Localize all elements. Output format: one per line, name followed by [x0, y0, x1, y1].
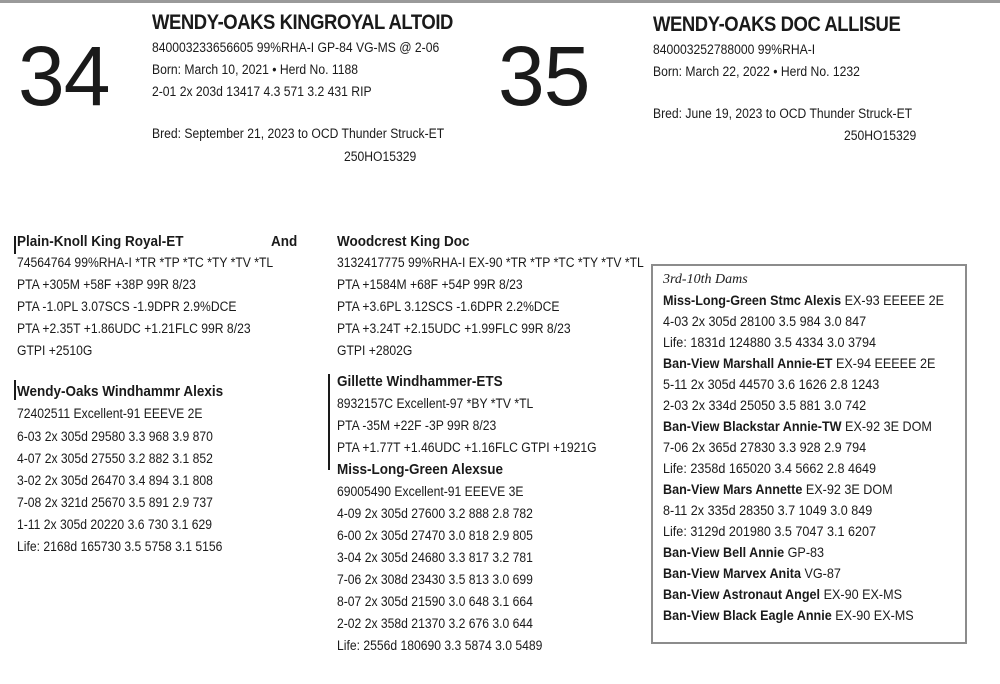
lot-title: WENDY-OAKS DOC ALLISUE: [653, 13, 901, 36]
sire-name: Plain-Knoll King Royal-ET: [17, 233, 184, 250]
dam-sire-detail: PTA -35M +22F -3P 99R 8/23: [337, 418, 497, 433]
granddam-detail: 69005490 Excellent-91 EEEVE 3E: [337, 484, 524, 499]
dam-entry-name: Ban-View Mars Annette: [663, 481, 803, 497]
pedigree-bracket: [14, 236, 16, 254]
dam-entry-text: EX-92 3E DOM: [841, 418, 932, 434]
dam-entry-text: 4-03 2x 305d 28100 3.5 984 3.0 847: [663, 313, 867, 329]
dam-entry-name: Miss-Long-Green Stmc Alexis: [663, 292, 842, 308]
dam-sire-name: Gillette Windhammer-ETS: [337, 373, 503, 390]
dam-lifetime: Life: 2168d 165730 3.5 5758 3.1 5156: [17, 539, 223, 554]
bred-code: 250HO15329: [344, 149, 417, 164]
dam-sire-detail: 8932157C Excellent-97 *BY *TV *TL: [337, 396, 534, 411]
dam-entry-text: Life: 2358d 165020 3.4 5662 2.8 4649: [663, 460, 877, 476]
dam-entry-text: EX-90 EX-MS: [820, 586, 902, 602]
dam-entry: [663, 500, 872, 521]
granddam-record: 8-07 2x 305d 21590 3.0 648 3.1 664: [337, 594, 533, 609]
pedigree-bracket: [328, 374, 330, 470]
dam-entry: [663, 353, 935, 374]
dam-entry: [663, 479, 893, 500]
dam-entry-text: Life: 1831d 124880 3.5 4334 3.0 3794: [663, 334, 877, 350]
born-line: Born: March 10, 2021 • Herd No. 1188: [152, 62, 358, 77]
dam-entry: [663, 521, 876, 542]
dam-entry-text: EX-94 EEEEE 2E: [832, 355, 936, 371]
sire-detail: GTPI +2802G: [337, 343, 413, 358]
granddam-record: 7-06 2x 308d 23430 3.5 813 3.0 699: [337, 572, 533, 587]
dam-record: 1-11 2x 305d 20220 3.6 730 3.1 629: [17, 517, 213, 532]
and-label: And: [271, 233, 298, 250]
dam-entry: [663, 458, 876, 479]
dam-entry-text: 5-11 2x 305d 44570 3.6 1626 2.8 1243: [663, 376, 880, 392]
dam-entry: [663, 437, 866, 458]
dams-box-title: 3rd-10th Dams: [663, 272, 748, 287]
dam-name: Wendy-Oaks Windhammr Alexis: [17, 383, 224, 400]
granddam-record: 2-02 2x 358d 21370 3.2 676 3.0 644: [337, 616, 533, 631]
bred-line: Bred: June 19, 2023 to OCD Thunder Struck-ET: [653, 106, 913, 121]
dam-entry-name: Ban-View Marshall Annie-ET: [663, 355, 833, 371]
sire-detail: PTA -1.0PL 3.07SCS -1.9DPR 2.9%DCE: [17, 299, 237, 314]
dams-box: [651, 264, 967, 644]
dam-entry-text: 8-11 2x 335d 28350 3.7 1049 3.0 849: [663, 502, 873, 518]
sire-detail: 74564764 99%RHA-I *TR *TP *TC *TY *TV *TL: [17, 255, 274, 270]
sire-detail: PTA +2.35T +1.86UDC +1.21FLC 99R 8/23: [17, 321, 251, 336]
dam-entry-name: Ban-View Astronaut Angel: [663, 586, 821, 602]
lot-number: 34: [18, 29, 110, 123]
dam-record: 7-08 2x 321d 25670 3.5 891 2.9 737: [17, 495, 213, 510]
dam-entry-text: 7-06 2x 365d 27830 3.3 928 2.9 794: [663, 439, 867, 455]
dam-entry-text: VG-87: [800, 565, 841, 581]
dam-record: 3-02 2x 305d 26470 3.4 894 3.1 808: [17, 473, 213, 488]
dam-entry: [663, 563, 841, 584]
registration-line: 840003233656605 99%RHA-I GP-84 VG-MS @ 2-06: [152, 40, 440, 55]
sire-detail: GTPI +2510G: [17, 343, 93, 358]
dam-entry-name: Ban-View Marvex Anita: [663, 565, 801, 581]
sire-name: Woodcrest King Doc: [337, 233, 470, 250]
bred-line: Bred: September 21, 2023 to OCD Thunder Struck-ET: [152, 126, 445, 141]
dam-entry-text: GP-83: [784, 544, 825, 560]
born-line: Born: March 22, 2022 • Herd No. 1232: [653, 64, 860, 79]
dam-record: 6-03 2x 305d 29580 3.3 968 3.9 870: [17, 429, 213, 444]
dam-entry: [663, 374, 879, 395]
dam-entry-text: EX-92 3E DOM: [802, 481, 893, 497]
sire-detail: PTA +3.24T +2.15UDC +1.99FLC 99R 8/23: [337, 321, 571, 336]
sire-detail: PTA +3.6PL 3.12SCS -1.6DPR 2.2%DCE: [337, 299, 560, 314]
dam-entry-text: EX-90 EX-MS: [831, 607, 914, 623]
dam-entry-name: Ban-View Black Eagle Annie: [663, 607, 832, 623]
registration-line: 840003252788000 99%RHA-I: [653, 42, 816, 57]
dam-entry: [663, 395, 866, 416]
lot-title: WENDY-OAKS KINGROYAL ALTOID: [152, 11, 453, 34]
pedigree-bracket: [14, 380, 16, 400]
granddam-lifetime: Life: 2556d 180690 3.3 5874 3.0 5489: [337, 638, 543, 653]
granddam-record: 4-09 2x 305d 27600 3.2 888 2.8 782: [337, 506, 533, 521]
lot-number: 35: [498, 29, 590, 123]
dam-entry: [663, 311, 866, 332]
dam-entry: [663, 332, 876, 353]
dam-entry: [663, 290, 944, 311]
granddam-record: 3-04 2x 305d 24680 3.3 817 3.2 781: [337, 550, 533, 565]
dam-detail: 72402511 Excellent-91 EEEVE 2E: [17, 406, 203, 421]
dam-entry-name: Ban-View Blackstar Annie-TW: [663, 418, 842, 434]
granddam-record: 6-00 2x 305d 27470 3.0 818 2.9 805: [337, 528, 533, 543]
bred-code: 250HO15329: [844, 128, 917, 143]
dam-entry-text: Life: 3129d 201980 3.5 7047 3.1 6207: [663, 523, 877, 539]
dam-entry: [663, 416, 932, 437]
sire-detail: PTA +1584M +68F +54P 99R 8/23: [337, 277, 523, 292]
top-rule: [0, 0, 1000, 3]
record-line: 2-01 2x 203d 13417 4.3 571 3.2 431 RIP: [152, 84, 372, 99]
sire-detail: 3132417775 99%RHA-I EX-90 *TR *TP *TC *TY *TV *TL: [337, 255, 644, 270]
dam-entry: [663, 605, 914, 626]
dam-record: 4-07 2x 305d 27550 3.2 882 3.1 852: [17, 451, 213, 466]
granddam-name: Miss-Long-Green Alexsue: [337, 461, 504, 478]
sire-detail: PTA +305M +58F +38P 99R 8/23: [17, 277, 196, 292]
dam-sire-detail: PTA +1.77T +1.46UDC +1.16FLC GTPI +1921G: [337, 440, 597, 455]
dam-entry: [663, 584, 902, 605]
dam-entry: [663, 542, 824, 563]
dam-entry-text: 2-03 2x 334d 25050 3.5 881 3.0 742: [663, 397, 867, 413]
dam-entry-text: EX-93 EEEEE 2E: [841, 292, 945, 308]
dam-entry-name: Ban-View Bell Annie: [663, 544, 785, 560]
